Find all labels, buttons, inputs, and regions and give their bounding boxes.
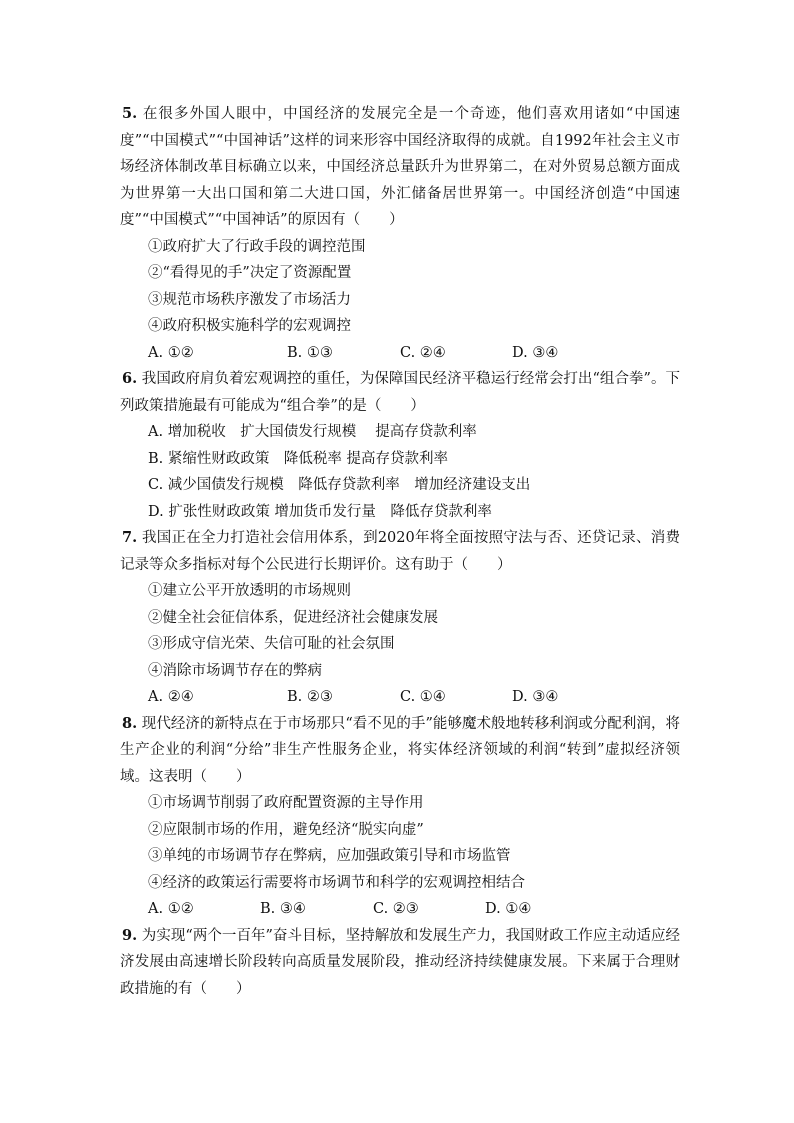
question-number: 7. bbox=[122, 529, 138, 546]
answer-choices bbox=[148, 340, 680, 367]
answer-choice[interactable]: C. ②④ bbox=[400, 344, 446, 361]
question-9 bbox=[120, 923, 680, 1003]
answer-choice[interactable]: D. ③④ bbox=[512, 689, 559, 705]
answer-choice[interactable]: A. ①② bbox=[148, 901, 194, 917]
option-statement: ②应限制市场的作用，避免经济“脱实向虚” bbox=[148, 821, 424, 838]
option-statement: ①建立公平开放透明的市场规则 bbox=[148, 583, 351, 599]
question-text: 现代经济的新特点在于市场那只“看不见的手”能够魔术般地转移利润或分配利润，将生产企业的利润“分给”非生产性服务企业，将实体经济领域的利润“转到”虚拟经济领域。这表明（ ） bbox=[120, 715, 681, 785]
answer-choice[interactable]: B. ③④ bbox=[260, 901, 306, 917]
question-8 bbox=[120, 711, 680, 923]
answer-choice[interactable]: B. ①③ bbox=[287, 344, 333, 361]
answer-choice[interactable]: A. ②④ bbox=[148, 689, 194, 705]
question-text: 在很多外国人眼中，中国经济的发展完全是一个奇迹，他们喜欢用诸如“中国速度”“中国模式”“中国神话”这样的词来形容中国经济取得的成就。自1992年社会主义市场经济体制改革目标确立以来，中国经济总量跃升为世界第二，在对外贸易总额方面成为世界第一大出口国和第二大进口国，外汇储备居世界第一。中国经济创造“中国速度”“中国模式”“中国神话”的原因有（ ） bbox=[120, 106, 681, 228]
option-statement: ①政府扩大了行政手段的调控范围 bbox=[148, 238, 366, 255]
question-stem bbox=[120, 711, 680, 791]
option-statement: B. 紧缩性财政政策 降低税率 提高存贷款利率 bbox=[148, 450, 448, 467]
answer-choice[interactable]: C. ②③ bbox=[373, 901, 419, 917]
question-stem bbox=[120, 101, 680, 234]
option-statement: ②健全社会征信体系，促进经济社会健康发展 bbox=[148, 609, 438, 626]
answer-choice[interactable]: B. ②③ bbox=[287, 689, 333, 705]
option-statement: ④消除市场调节存在的弊病 bbox=[148, 662, 322, 679]
option-statement: ③形成守信光荣、失信可耻的社会氛围 bbox=[148, 636, 395, 652]
question-number: 9. bbox=[122, 926, 138, 944]
option-statement: ④经济的政策运行需要将市场调节和科学的宏观调控相结合 bbox=[148, 874, 525, 891]
question-stem bbox=[120, 525, 680, 578]
question-stem bbox=[120, 366, 680, 419]
question-number: 5. bbox=[122, 105, 138, 122]
option-statement: ③单纯的市场调节存在弊病，应加强政策引导和市场监管 bbox=[148, 848, 511, 864]
question-text: 我国正在全力打造社会信用体系，到2020年将全面按照守法与否、还贷记录、消费记录等众多指标对每个公民进行长期评价。这有助于（ ） bbox=[120, 530, 681, 573]
question-7 bbox=[120, 525, 680, 711]
option-statement: D. 扩张性财政政策 增加货币发行量 降低存贷款利率 bbox=[148, 503, 492, 520]
answer-choice[interactable]: A. ①② bbox=[148, 344, 194, 361]
option-statement: ①市场调节削弱了政府配置资源的主导作用 bbox=[148, 795, 424, 811]
question-text: 为实现“两个一百年”奋斗目标，坚持解放和发展生产力，我国财政工作应主动适应经济发展由高速增长阶段转向高质量发展阶段，推动经济持续健康发展。下来属于合理财政措施的有（ ） bbox=[120, 927, 681, 997]
question-6 bbox=[120, 366, 680, 525]
answer-choices bbox=[148, 684, 680, 711]
option-statement: C. 减少国债发行规模 降低存贷款利率 增加经济建设支出 bbox=[148, 477, 531, 493]
question-text: 我国政府肩负着宏观调控的重任，为保障国民经济平稳运行经常会打出“组合拳”。下列政策措施最有可能成为“组合拳”的是（ ） bbox=[120, 371, 681, 414]
option-statement: ④政府积极实施科学的宏观调控 bbox=[148, 318, 351, 334]
exam-page bbox=[120, 101, 680, 1002]
question-5 bbox=[120, 101, 680, 366]
answer-choice[interactable]: D. ①④ bbox=[485, 901, 532, 917]
option-statement: ③规范市场秩序激发了市场活力 bbox=[148, 291, 351, 308]
option-statement: A. 增加税收 扩大国债发行规模 提高存贷款利率 bbox=[148, 424, 477, 440]
option-statement: ②“看得见的手”决定了资源配置 bbox=[148, 265, 352, 281]
answer-choice[interactable]: D. ③④ bbox=[512, 344, 559, 361]
question-number: 8. bbox=[122, 714, 138, 732]
answer-choice[interactable]: C. ①④ bbox=[400, 689, 446, 705]
answer-choices bbox=[148, 896, 680, 923]
question-number: 6. bbox=[122, 370, 138, 387]
question-stem bbox=[120, 923, 680, 1003]
